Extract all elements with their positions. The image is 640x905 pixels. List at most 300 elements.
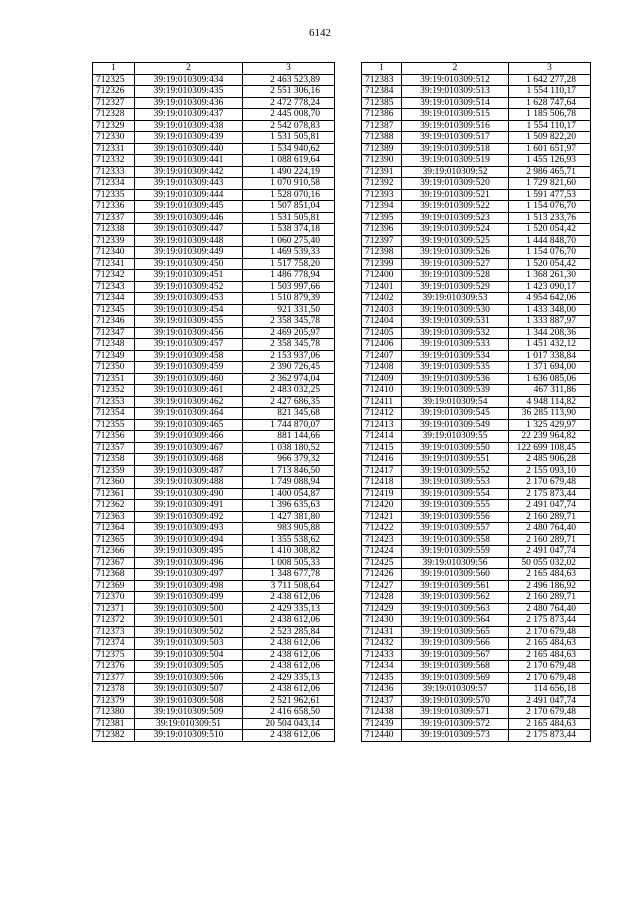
cadastral-number-cell: 39:19:010309:504 [135,649,243,661]
table-row [93,235,335,247]
cadastral-number-cell: 39:19:010309:438 [135,120,243,132]
cadastral-number-cell: 39:19:010309:552 [402,465,509,477]
row-number-cell: 712370 [93,592,135,604]
row-number-cell: 712360 [93,477,135,489]
row-number-cell: 712440 [362,730,402,742]
cadastral-number-cell: 39:19:010309:521 [402,189,509,201]
row-number-cell: 712404 [362,316,402,328]
table-row [362,339,591,351]
table-row [362,327,591,339]
cadastral-number-cell: 39:19:010309:508 [135,695,243,707]
value-cell: 1 528 070,16 [243,189,335,201]
row-number-cell: 712335 [93,189,135,201]
value-cell: 966 379,32 [243,454,335,466]
row-number-cell: 712425 [362,557,402,569]
cadastral-number-cell: 39:19:010309:443 [135,178,243,190]
table-row [362,373,591,385]
row-number-cell: 712377 [93,672,135,684]
cadastral-number-cell: 39:19:010309:536 [402,373,509,385]
row-number-cell: 712325 [93,74,135,86]
cadastral-number-cell: 39:19:010309:506 [135,672,243,684]
cadastral-number-cell: 39:19:010309:442 [135,166,243,178]
cadastral-number-cell: 39:19:010309:505 [135,661,243,673]
table-row [362,270,591,282]
row-number-cell: 712431 [362,626,402,638]
cadastral-number-cell: 39:19:010309:453 [135,293,243,305]
table-row [93,189,335,201]
value-cell: 2 160 289,71 [509,511,591,523]
table-row [362,661,591,673]
cadastral-number-cell: 39:19:010309:444 [135,189,243,201]
table-row [93,523,335,535]
table-row [93,626,335,638]
table-row [362,316,591,328]
cadastral-number-cell: 39:19:010309:529 [402,281,509,293]
value-cell: 2 175 873,44 [509,615,591,627]
row-number-cell: 712398 [362,247,402,259]
header-col-1: 1 [362,63,402,75]
page-number: 6142 [309,27,331,39]
value-cell: 2 491 047,74 [509,546,591,558]
value-cell: 1 469 539,33 [243,247,335,259]
table-row [93,293,335,305]
row-number-cell: 712400 [362,270,402,282]
table-row [93,419,335,431]
cadastral-number-cell: 39:19:010309:510 [135,730,243,742]
table-row [362,454,591,466]
cadastral-number-cell: 39:19:010309:466 [135,431,243,443]
row-number-cell: 712384 [362,86,402,98]
cadastral-number-cell: 39:19:010309:494 [135,534,243,546]
cadastral-number-cell: 39:19:010309:569 [402,672,509,684]
cadastral-number-cell: 39:19:010309:573 [402,730,509,742]
value-cell: 1 642 277,28 [509,74,591,86]
table-row [362,638,591,650]
value-cell: 1 348 677,78 [243,569,335,581]
table-row [362,649,591,661]
row-number-cell: 712346 [93,316,135,328]
value-cell: 2 438 612,06 [243,638,335,650]
value-cell: 2 358 345,78 [243,339,335,351]
value-cell: 1 510 879,39 [243,293,335,305]
value-cell: 2 438 612,06 [243,615,335,627]
value-cell: 1 531 505,81 [243,212,335,224]
cadastral-number-cell: 39:19:010309:522 [402,201,509,213]
table-row [362,511,591,523]
table-row [93,695,335,707]
table-row [93,316,335,328]
row-number-cell: 712359 [93,465,135,477]
row-number-cell: 712408 [362,362,402,374]
value-cell: 1 008 505,33 [243,557,335,569]
value-cell: 1 520 054,42 [509,258,591,270]
row-number-cell: 712372 [93,615,135,627]
table-row [362,385,591,397]
cadastral-number-cell: 39:19:010309:545 [402,408,509,420]
value-cell: 2 165 484,63 [509,649,591,661]
cadastral-number-cell: 39:19:010309:533 [402,339,509,351]
row-number-cell: 712373 [93,626,135,638]
value-cell: 2 155 093,10 [509,465,591,477]
value-cell: 1 490 224,19 [243,166,335,178]
table-row [93,569,335,581]
cadastral-number-cell: 39:19:010309:446 [135,212,243,224]
value-cell: 1 017 338,84 [509,350,591,362]
row-number-cell: 712382 [93,730,135,742]
value-cell: 1 744 870,07 [243,419,335,431]
value-cell: 1 371 694,00 [509,362,591,374]
table-row [93,661,335,673]
cadastral-number-cell: 39:19:010309:447 [135,224,243,236]
row-number-cell: 712434 [362,661,402,673]
table-row [362,477,591,489]
value-cell: 467 311,86 [509,385,591,397]
table-row [362,178,591,190]
table-row [93,97,335,109]
value-cell: 2 472 778,24 [243,97,335,109]
table-row [93,684,335,696]
value-cell: 921 331,50 [243,304,335,316]
table-row [362,212,591,224]
value-cell: 2 469 205,97 [243,327,335,339]
row-number-cell: 712326 [93,86,135,98]
table-row [362,97,591,109]
table-row [93,396,335,408]
row-number-cell: 712352 [93,385,135,397]
row-number-cell: 712354 [93,408,135,420]
cadastral-number-cell: 39:19:010309:519 [402,155,509,167]
row-number-cell: 712363 [93,511,135,523]
value-cell: 1 554 110,17 [509,86,591,98]
value-cell: 1 088 619,64 [243,155,335,167]
cadastral-number-cell: 39:19:010309:526 [402,247,509,259]
row-number-cell: 712402 [362,293,402,305]
table-row [93,327,335,339]
row-number-cell: 712428 [362,592,402,604]
cadastral-number-cell: 39:19:010309:461 [135,385,243,397]
cadastral-number-cell: 39:19:010309:465 [135,419,243,431]
table-row [362,707,591,719]
value-cell: 22 239 964,82 [509,431,591,443]
row-number-cell: 712351 [93,373,135,385]
cadastral-number-cell: 39:19:010309:557 [402,523,509,535]
cadastral-number-cell: 39:19:010309:487 [135,465,243,477]
cadastral-number-cell: 39:19:010309:57 [402,684,509,696]
value-cell: 3 711 508,64 [243,580,335,592]
cadastral-number-cell: 39:19:010309:450 [135,258,243,270]
table-row [93,672,335,684]
row-number-cell: 712422 [362,523,402,535]
cadastral-number-cell: 39:19:010309:441 [135,155,243,167]
row-number-cell: 712381 [93,718,135,730]
value-cell: 1 355 538,62 [243,534,335,546]
row-number-cell: 712397 [362,235,402,247]
table-row [362,695,591,707]
value-cell: 2 986 465,71 [509,166,591,178]
table-row [93,431,335,443]
table-row [93,132,335,144]
cadastral-number-cell: 39:19:010309:52 [402,166,509,178]
cadastral-number-cell: 39:19:010309:524 [402,224,509,236]
value-cell: 2 165 484,63 [509,718,591,730]
value-cell: 2 463 523,89 [243,74,335,86]
row-number-cell: 712429 [362,603,402,615]
cadastral-number-cell: 39:19:010309:490 [135,488,243,500]
cadastral-number-cell: 39:19:010309:507 [135,684,243,696]
value-cell: 1 344 208,36 [509,327,591,339]
cadastral-number-cell: 39:19:010309:468 [135,454,243,466]
cadastral-number-cell: 39:19:010309:436 [135,97,243,109]
table-row [93,86,335,98]
table-row [362,580,591,592]
row-number-cell: 712357 [93,442,135,454]
header-col-1: 1 [93,63,135,75]
cadastral-number-cell: 39:19:010309:495 [135,546,243,558]
value-cell: 114 656,18 [509,684,591,696]
row-number-cell: 712406 [362,339,402,351]
row-number-cell: 712438 [362,707,402,719]
row-number-cell: 712420 [362,500,402,512]
value-cell: 2 170 679,48 [509,477,591,489]
row-number-cell: 712376 [93,661,135,673]
cadastral-number-cell: 39:19:010309:51 [135,718,243,730]
value-cell: 1 410 308,82 [243,546,335,558]
value-cell: 1 538 374,18 [243,224,335,236]
row-number-cell: 712419 [362,488,402,500]
row-number-cell: 712350 [93,362,135,374]
cadastral-number-cell: 39:19:010309:493 [135,523,243,535]
table-row [93,120,335,132]
row-number-cell: 712365 [93,534,135,546]
value-cell: 1 396 635,63 [243,500,335,512]
cadastral-number-cell: 39:19:010309:502 [135,626,243,638]
cadastral-number-cell: 39:19:010309:562 [402,592,509,604]
cadastral-number-cell: 39:19:010309:439 [135,132,243,144]
row-number-cell: 712368 [93,569,135,581]
cadastral-number-cell: 39:19:010309:467 [135,442,243,454]
value-cell: 2 438 612,06 [243,592,335,604]
cadastral-number-cell: 39:19:010309:555 [402,500,509,512]
row-number-cell: 712343 [93,281,135,293]
cadastral-number-cell: 39:19:010309:448 [135,235,243,247]
row-number-cell: 712332 [93,155,135,167]
table-row [362,523,591,535]
table-row [362,500,591,512]
table-row [362,684,591,696]
table-row [93,408,335,420]
table-row [362,488,591,500]
cadastral-number-cell: 39:19:010309:434 [135,74,243,86]
value-cell: 1 060 275,40 [243,235,335,247]
cadastral-number-cell: 39:19:010309:564 [402,615,509,627]
table-row [93,511,335,523]
cadastral-number-cell: 39:19:010309:449 [135,247,243,259]
row-number-cell: 712337 [93,212,135,224]
value-cell: 1 433 348,00 [509,304,591,316]
row-number-cell: 712345 [93,304,135,316]
value-cell: 1 636 085,06 [509,373,591,385]
row-number-cell: 712394 [362,201,402,213]
value-cell: 1 185 506,78 [509,109,591,121]
table-row [362,74,591,86]
cadastral-number-cell: 39:19:010309:556 [402,511,509,523]
row-number-cell: 712393 [362,189,402,201]
table-row [93,201,335,213]
value-cell: 2 160 289,71 [509,534,591,546]
row-number-cell: 712342 [93,270,135,282]
table-row [93,109,335,121]
table-row [93,385,335,397]
cadastral-number-cell: 39:19:010309:464 [135,408,243,420]
value-cell: 2 438 612,06 [243,730,335,742]
cadastral-number-cell: 39:19:010309:567 [402,649,509,661]
table-row [93,592,335,604]
value-cell: 1 509 822,20 [509,132,591,144]
cadastral-number-cell: 39:19:010309:539 [402,385,509,397]
cadastral-number-cell: 39:19:010309:566 [402,638,509,650]
cadastral-number-cell: 39:19:010309:523 [402,212,509,224]
cadastral-number-cell: 39:19:010309:549 [402,419,509,431]
row-number-cell: 712333 [93,166,135,178]
row-number-cell: 712380 [93,707,135,719]
cadastral-number-cell: 39:19:010309:534 [402,350,509,362]
cadastral-number-cell: 39:19:010309:492 [135,511,243,523]
table-row [362,569,591,581]
row-number-cell: 712366 [93,546,135,558]
table-row [93,730,335,742]
value-cell: 1 455 126,93 [509,155,591,167]
cadastral-number-cell: 39:19:010309:561 [402,580,509,592]
row-number-cell: 712385 [362,97,402,109]
value-cell: 1 444 848,70 [509,235,591,247]
table-row [93,718,335,730]
value-cell: 2 496 186,92 [509,580,591,592]
table-row [362,109,591,121]
row-number-cell: 712407 [362,350,402,362]
row-number-cell: 712416 [362,454,402,466]
table-row [93,454,335,466]
table-row [93,224,335,236]
value-cell: 2 170 679,48 [509,672,591,684]
row-number-cell: 712430 [362,615,402,627]
value-cell: 1 749 088,94 [243,477,335,489]
cadastral-number-cell: 39:19:010309:452 [135,281,243,293]
value-cell: 2 165 484,63 [509,569,591,581]
value-cell: 983 905,88 [243,523,335,535]
cadastral-number-cell: 39:19:010309:460 [135,373,243,385]
table-row [362,557,591,569]
cadastral-number-cell: 39:19:010309:451 [135,270,243,282]
row-number-cell: 712349 [93,350,135,362]
value-cell: 122 699 108,45 [509,442,591,454]
row-number-cell: 712378 [93,684,135,696]
cadastral-number-cell: 39:19:010309:54 [402,396,509,408]
table-row [93,534,335,546]
cadastral-number-cell: 39:19:010309:565 [402,626,509,638]
row-number-cell: 712401 [362,281,402,293]
cadastral-number-cell: 39:19:010309:503 [135,638,243,650]
cadastral-number-cell: 39:19:010309:560 [402,569,509,581]
cadastral-number-cell: 39:19:010309:435 [135,86,243,98]
value-cell: 1 333 887,97 [509,316,591,328]
value-cell: 50 055 032,02 [509,557,591,569]
cadastral-number-cell: 39:19:010309:535 [402,362,509,374]
cadastral-number-cell: 39:19:010309:568 [402,661,509,673]
row-number-cell: 712421 [362,511,402,523]
cadastral-number-cell: 39:19:010309:571 [402,707,509,719]
table-row [93,270,335,282]
table-row [362,615,591,627]
value-cell: 1 038 180,52 [243,442,335,454]
row-number-cell: 712383 [362,74,402,86]
row-number-cell: 712432 [362,638,402,650]
table-header-row [362,63,591,75]
value-cell: 2 445 008,70 [243,109,335,121]
cadastral-number-cell: 39:19:010309:498 [135,580,243,592]
row-number-cell: 712436 [362,684,402,696]
value-cell: 1 070 910,58 [243,178,335,190]
value-cell: 2 480 764,40 [509,603,591,615]
value-cell: 2 416 658,50 [243,707,335,719]
table-row [362,362,591,374]
cadastral-number-cell: 39:19:010309:457 [135,339,243,351]
row-number-cell: 712334 [93,178,135,190]
table-row [93,74,335,86]
row-number-cell: 712413 [362,419,402,431]
table-row [93,247,335,259]
cadastral-number-cell: 39:19:010309:513 [402,86,509,98]
cadastral-number-cell: 39:19:010309:56 [402,557,509,569]
cadastral-number-cell: 39:19:010309:491 [135,500,243,512]
value-cell: 2 483 032,25 [243,385,335,397]
table-row [362,258,591,270]
table-row [93,350,335,362]
table-row [362,143,591,155]
table-row [93,649,335,661]
row-number-cell: 712340 [93,247,135,259]
value-cell: 2 480 764,40 [509,523,591,535]
row-number-cell: 712330 [93,132,135,144]
cadastral-number-cell: 39:19:010309:500 [135,603,243,615]
row-number-cell: 712331 [93,143,135,155]
value-cell: 2 160 289,71 [509,592,591,604]
value-cell: 36 285 113,90 [509,408,591,420]
value-cell: 1 601 651,97 [509,143,591,155]
row-number-cell: 712409 [362,373,402,385]
row-number-cell: 712387 [362,120,402,132]
table-row [93,178,335,190]
value-cell: 1 154 076,70 [509,201,591,213]
row-number-cell: 712338 [93,224,135,236]
table-row [362,201,591,213]
cadastral-number-cell: 39:19:010309:55 [402,431,509,443]
table-row [93,166,335,178]
cadastral-number-cell: 39:19:010309:570 [402,695,509,707]
table-row [93,603,335,615]
table-row [362,672,591,684]
row-number-cell: 712396 [362,224,402,236]
cadastral-number-cell: 39:19:010309:462 [135,396,243,408]
value-cell: 1 423 090,17 [509,281,591,293]
value-cell: 2 521 962,61 [243,695,335,707]
row-number-cell: 712364 [93,523,135,535]
cadastral-number-cell: 39:19:010309:530 [402,304,509,316]
table-row [93,488,335,500]
table-row [93,615,335,627]
table-row [93,143,335,155]
table-row [362,431,591,443]
table-row [93,465,335,477]
